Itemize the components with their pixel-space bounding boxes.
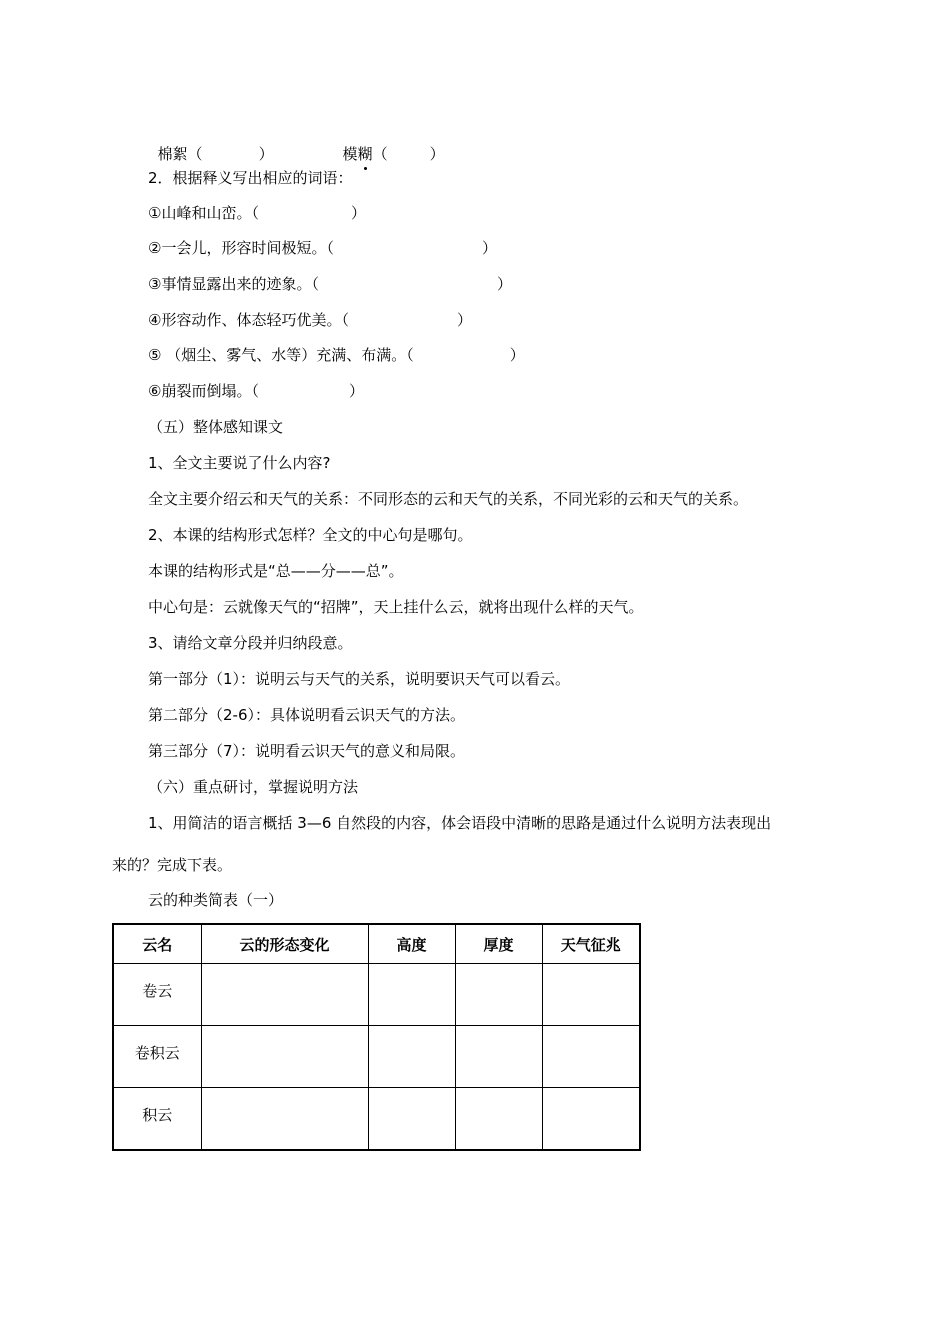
table-row: [113, 1026, 640, 1088]
section-5-heading: （五）整体感知课文: [148, 418, 284, 436]
definition-1: ①山峰和山峦。（ ）: [148, 204, 366, 222]
definition-2: ②一会儿，形容时间极短。（ ）: [148, 239, 497, 257]
header-shape-change: 云的形态变化: [201, 924, 368, 964]
empty-cell[interactable]: [368, 1026, 455, 1088]
section-5-question-2: 2、本课的结构形式怎样？全文的中心句是哪句。: [148, 526, 473, 544]
section-6-heading: （六）重点研讨，掌握说明方法: [148, 778, 359, 796]
definition-4: ④形容动作、体态轻巧优美。（ ）: [148, 311, 472, 329]
empty-cell[interactable]: [542, 964, 640, 1026]
empty-cell[interactable]: [368, 1088, 455, 1150]
section-5-answer-1: 全文主要介绍云和天气的关系：不同形态的云和天气的关系，不同光彩的云和天气的关系。: [148, 490, 749, 508]
header-cloud-name: 云名: [113, 924, 201, 964]
section-5-answer-2-central-sentence: 中心句是：云就像天气的“招牌”，天上挂什么云，就将出现什么样的天气。: [148, 598, 644, 616]
emphasis-dot-char: 糊: [357, 145, 373, 163]
section-5-question-1: 1、全文主要说了什么内容?: [148, 454, 331, 472]
section-6-question-1-line-1: 1、用简洁的语言概括 3—6 自然段的内容，体会语段中清晰的思路是通过什么说明方法表现出: [148, 814, 772, 832]
definition-6: ⑥崩裂而倒塌。（ ）: [148, 382, 364, 400]
section-6-question-1-line-2: 来的？完成下表。: [112, 856, 233, 874]
empty-cell[interactable]: [455, 1088, 542, 1150]
header-weather-sign: 天气征兆: [542, 924, 640, 964]
section-5-answer-2-structure: 本课的结构形式是“总——分——总”。: [148, 562, 404, 580]
table-row: [113, 964, 640, 1026]
empty-cell[interactable]: [201, 1088, 368, 1150]
empty-cell[interactable]: [455, 964, 542, 1026]
empty-cell[interactable]: [542, 1026, 640, 1088]
empty-cell[interactable]: [455, 1026, 542, 1088]
cloud-types-table: [112, 923, 641, 1151]
section-5-question-3: 3、请给文章分段并归纳段意。: [148, 634, 353, 652]
empty-cell[interactable]: [542, 1088, 640, 1150]
header-thickness: 厚度: [455, 924, 542, 964]
header-height: 高度: [368, 924, 455, 964]
definition-5: ⑤ （烟尘、雾气、水等）充满、布满。（ ）: [148, 346, 525, 364]
table-header-row: [113, 924, 640, 964]
section-5-part-3: 第三部分（7）：说明看云识天气的意义和局限。: [148, 742, 466, 760]
section-5-part-1: 第一部分（1）：说明云与天气的关系，说明要识天气可以看云。: [148, 670, 571, 688]
definition-3: ③事情显露出来的迹象。（ ）: [148, 275, 512, 293]
cloud-name-cell: 积云: [113, 1088, 201, 1150]
word-item-mianxu: 棉絮（ ）: [157, 145, 274, 163]
table-row: [113, 1088, 640, 1150]
empty-cell[interactable]: [201, 1026, 368, 1088]
cloud-name-cell: 卷积云: [113, 1026, 201, 1088]
section-5-part-2: 第二部分（2-6）：具体说明看云识天气的方法。: [148, 706, 466, 724]
empty-cell[interactable]: [368, 964, 455, 1026]
table-caption: 云的种类简表（一）: [148, 891, 284, 909]
empty-cell[interactable]: [201, 964, 368, 1026]
cloud-name-cell: 卷云: [113, 964, 201, 1026]
question-2-title: 2．根据释义写出相应的词语：: [148, 169, 353, 187]
word-item-mohu: 模糊（ ）: [342, 145, 445, 163]
